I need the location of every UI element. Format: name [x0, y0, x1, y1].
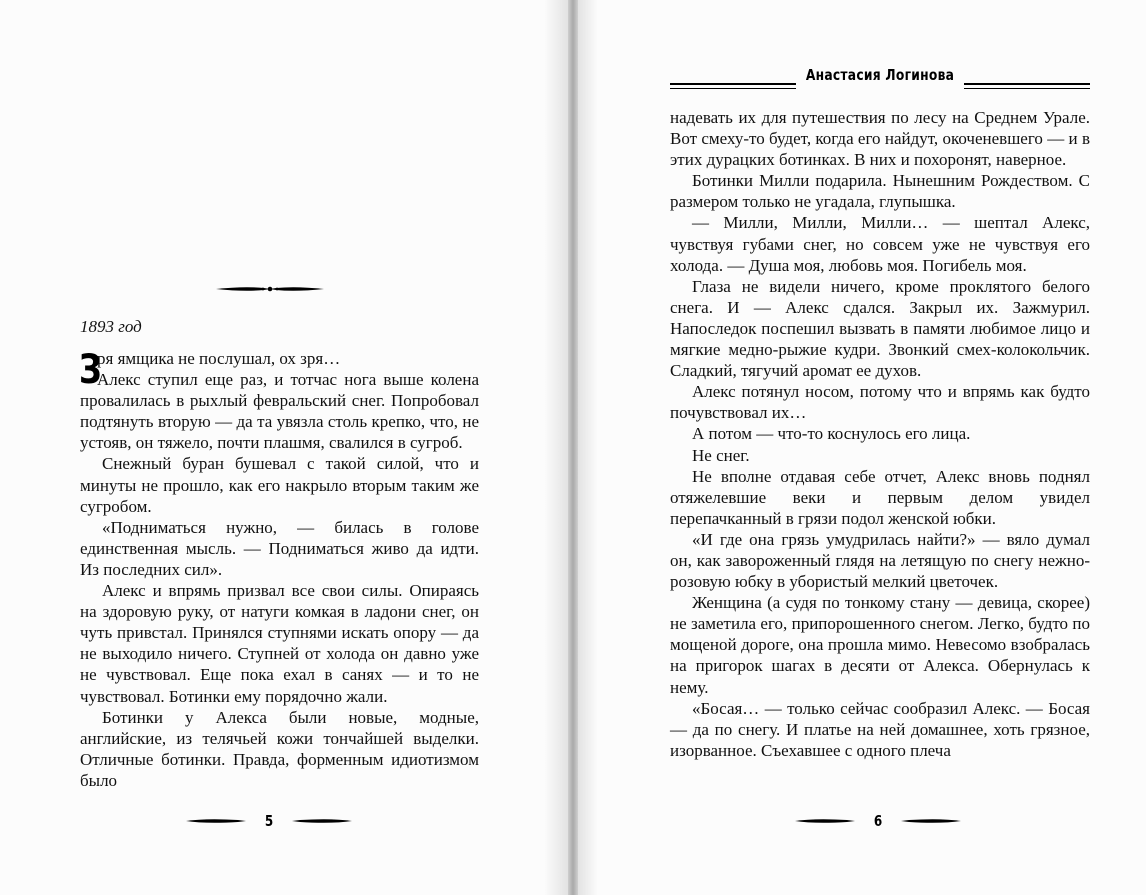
gutter-shadow — [578, 0, 598, 895]
left-page — [0, 0, 568, 895]
paragraph: Не снег. — [692, 445, 750, 465]
paragraph: Алекс ступил еще раз, и тотчас нога выше колена провалилась в рыхлый февральский снег. Попробовал подтянуть вторую — да та увязла столь крепко, что, не устояв, он тяжело, почти плашмя, свалился в сугроб. — [80, 370, 479, 453]
paragraph: «Босая… — только сейчас сообразил Алекс. — Босая — да по снегу. И платье на ней домашнее, хоть грязное, изорванное. Съехавшее с одного плеча — [670, 698, 1090, 760]
paragraph: Ботинки у Алекса были новые, модные, английские, из телячьей кожи тончайшей выделки. Отличные ботинки. Правда, форменным идиотизмом было — [80, 707, 479, 790]
paragraph: надевать их для путешествия по лесу на Среднем Урале. Вот смеху-то будет, когда его найдут, окоченевшего — и в этих дурацких ботинках. В них и похоронят, наверное. — [670, 108, 1090, 170]
page-number-footer — [795, 814, 961, 830]
page-number: 5 — [264, 812, 274, 830]
folio-ornament-right-icon — [899, 816, 961, 826]
paragraph: З ря ямщика не послушал, ох зря… — [79, 347, 341, 393]
chapter-year-heading: 1893 год — [80, 317, 142, 336]
folio-ornament-right-icon — [290, 816, 352, 826]
running-header — [670, 66, 1090, 90]
page-number-footer — [186, 814, 352, 830]
folio-ornament-left-icon — [186, 816, 248, 826]
paragraph: — Милли, Милли, Милли… — шептал Алекс, чувствуя губами снег, но совсем уже не чувствуя его холода. — Душа моя, любовь моя. Погибель моя. — [670, 213, 1090, 275]
gutter-shadow — [544, 0, 568, 895]
paragraph: «И где она грязь умудрилась найти?» — вяло думал он, как завороженный глядя на летящую по снегу нежно-розовую юбку в убористый мелкий цветочек. — [670, 529, 1090, 592]
paragraph: Глаза не видели ничего, кроме проклятого белого снега. И — Алекс сдался. Закрыл их. Зажмурил. Напоследок поспешил вызвать в памяти любимое лицо и мягкие медно-рыжие кудри. Звонкий смех-колокольчик. Сладкий, тягучий аромат ее духов. — [670, 276, 1090, 381]
left-page-body — [80, 348, 479, 791]
header-rule-right — [964, 83, 1090, 85]
paragraph: Не вполне отдавая себе отчет, Алекс вновь поднял отяжелевшие веки и первым делом увидел перепачканный в грязи подол женской юбки. — [670, 466, 1090, 528]
paragraph: Алекс потянул носом, потому что и впрямь как будто почувствовал их… — [670, 382, 1090, 423]
book-gutter — [568, 0, 578, 895]
chapter-ornament-icon — [214, 284, 326, 294]
paragraph: Алекс и впрямь призвал все свои силы. Опираясь на здоровую руку, от натуги комкая в ладони снег, он чуть привстал. Принялся ступнями искать опору — да не выходило ничего. Ступней от холода он давно уже не чувствовал. Еще пока ехал в санях — и то не чувствовал. Ботинки ему порядочно жали. — [80, 581, 479, 706]
paragraph: Женщина (а судя по тонкому стану — девица, скорее) не заметила его, припорошенного снегом. Легко, будто по мощеной дороге, она прошла мимо. Невесомо взобралась на пригорок шагах в десяти от Алекса. Обернулась к нему. — [670, 593, 1090, 697]
paragraph: «Подниматься нужно, — билась в голове единственная мысль. — Подниматься живо да идти. Из последних сил». — [80, 517, 479, 579]
drop-cap: З — [79, 347, 102, 393]
paragraph: Ботинки Милли подарила. Нынешним Рождеством. С размером только не угадала, глупышка. — [670, 171, 1090, 212]
folio-ornament-left-icon — [795, 816, 857, 826]
right-page-body — [670, 107, 1090, 761]
page-number: 6 — [873, 812, 883, 830]
paragraph: Снежный буран бушевал с такой силой, что и минуты не прошло, как его накрыло вторым таким же сугробом. — [80, 454, 479, 516]
right-page — [578, 0, 1146, 895]
paragraph: А потом — что-то коснулось его лица. — [692, 424, 971, 444]
author-name: Анастасия Логинова — [805, 66, 955, 84]
